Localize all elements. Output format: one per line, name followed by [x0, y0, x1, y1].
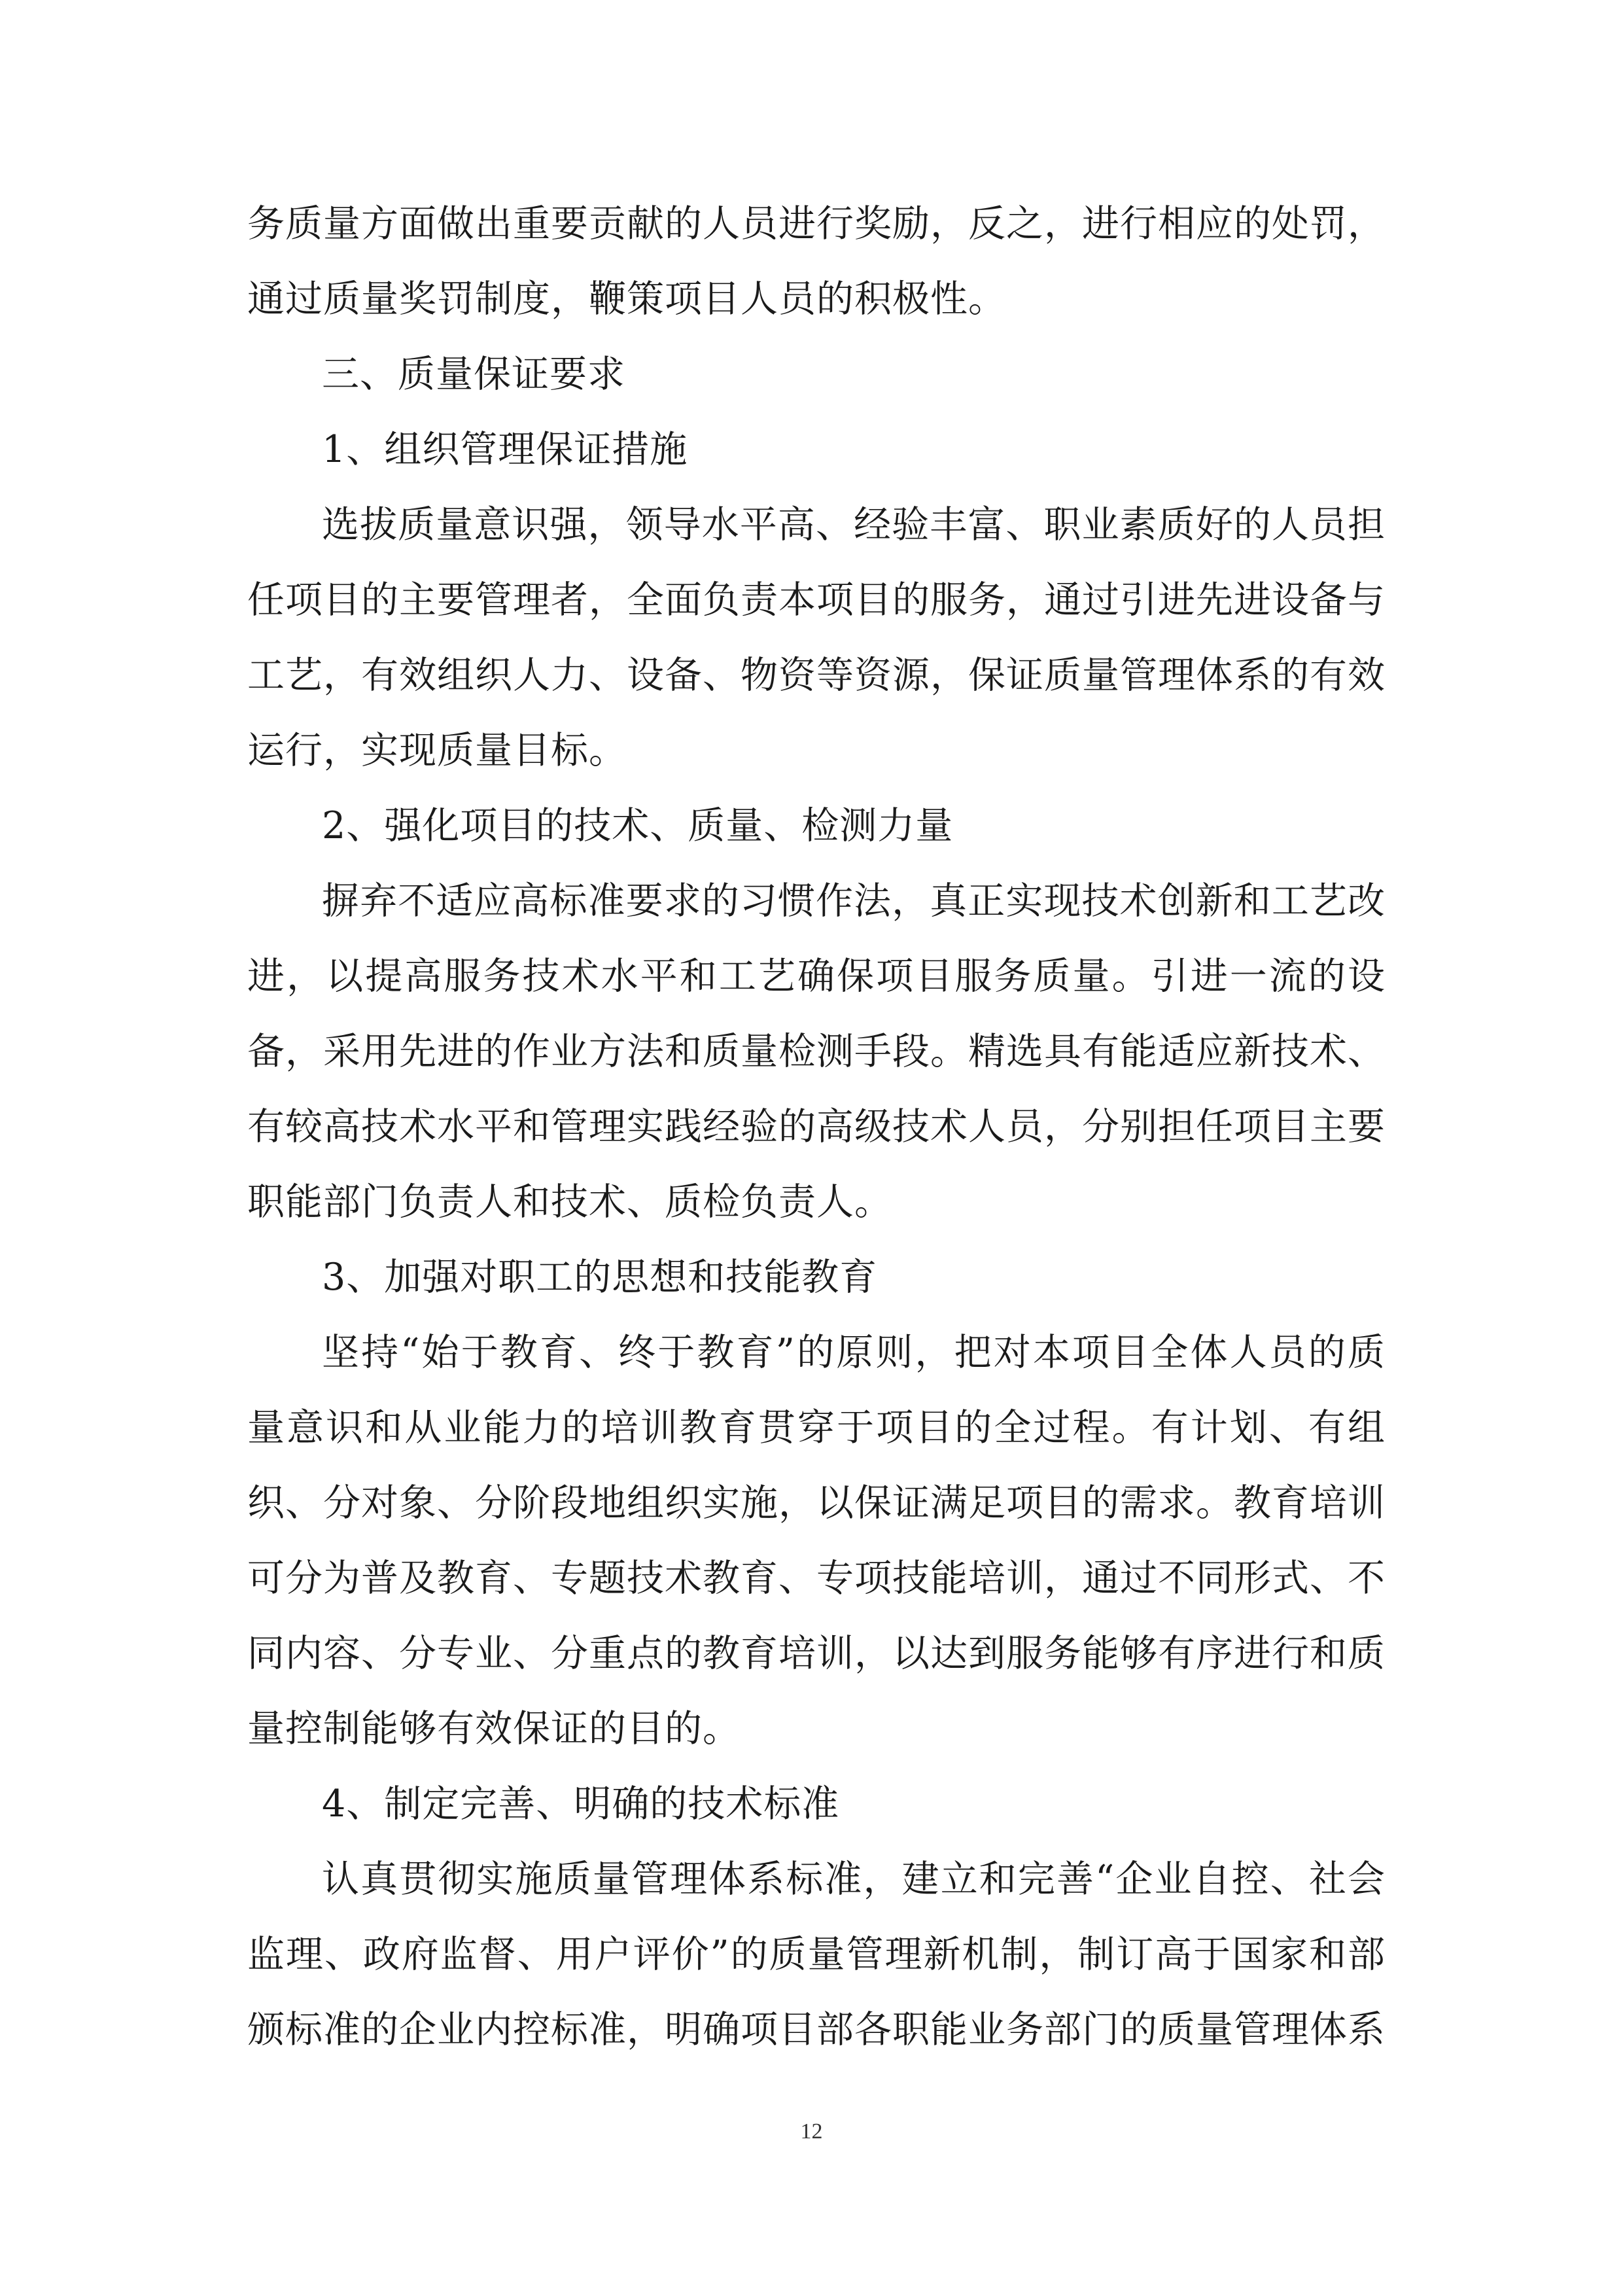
paragraph-organization-management: 选拔质量意识强，领导水平高、经验丰富、职业素质好的人员担任项目的主要管理者，全面负责本项目的服务，通过引进先进设备与工艺，有效组织人力、设备、物资等资源，保证质量管理体系的有效运行，实现质量目标。: [247, 503, 1386, 772]
paragraph-technical-standards: 认真贯彻实施质量管理体系标准，建立和完善“企业自控、社会监理、政府监督、用户评价”的质量管理新机制，制订高于国家和部颁标准的企业内控标准，明确项目部各职能业务部门的质量管理体系: [247, 1858, 1386, 2051]
document-body: [247, 186, 1386, 2068]
paragraph-staff-education: 坚持“始于教育、终于教育”的原则，把对本项目全体人员的质量意识和从业能力的培训教育贯穿于项目的全过程。有计划、有组织、分对象、分阶段地组织实施，以保证满足项目的需求。教育培训可分为普及教育、专题技术教育、专项技能培训，通过不同形式、不同内容、分专业、分重点的教育培训，以达到服务能够有序进行和质量控制能够有效保证的目的。: [247, 1331, 1386, 1750]
paragraph-reward-continuation: 务质量方面做出重要贡献的人员进行奖励，反之，进行相应的处罚，通过质量奖罚制度，鞭策项目人员的积极性。: [247, 202, 1386, 321]
page-number: 12: [800, 2119, 823, 2144]
subheading-technical-strength: 2、强化项目的技术、质量、检测力量: [322, 804, 954, 847]
section-heading-quality-assurance: 三、质量保证要求: [322, 353, 625, 396]
subheading-technical-standards: 4、制定完善、明确的技术标准: [322, 1782, 840, 1826]
subheading-organization-management: 1、组织管理保证措施: [322, 428, 688, 471]
paragraph-technical-strength: 摒弃不适应高标准要求的习惯作法，真正实现技术创新和工艺改进，以提高服务技术水平和工艺确保项目服务质量。引进一流的设备，采用先进的作业方法和质量检测手段。精选具有能适应新技术、有较高技术水平和管理实践经验的高级技术人员，分别担任项目主要职能部门负责人和技术、质检负责人。: [247, 879, 1386, 1224]
subheading-staff-education: 3、加强对职工的思想和技能教育: [322, 1256, 878, 1299]
